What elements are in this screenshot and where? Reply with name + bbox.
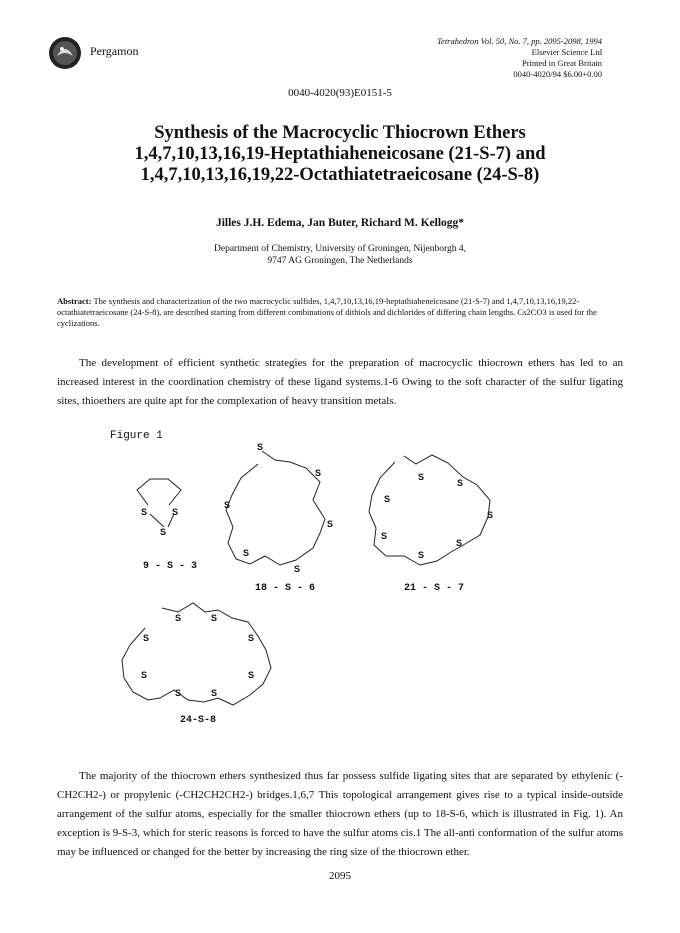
molecule-label: 21 - S - 7: [404, 583, 465, 594]
molecule-21-S-7: [369, 455, 493, 594]
sulfur-atom: S: [457, 478, 464, 488]
abstract-label: Abstract:: [57, 296, 92, 306]
sulfur-atom: S: [381, 531, 388, 541]
publisher-name: Pergamon: [90, 44, 139, 58]
journal-line: 0040-4020/94 $6.00+0.00: [513, 69, 602, 79]
affiliation-line: Department of Chemistry, University of Groningen, Nijenborgh 4,: [214, 244, 466, 254]
title-line: 1,4,7,10,13,16,19,22-Octathiatetraeicosane (24-S-8): [140, 165, 540, 185]
abstract-text: The synthesis and characterization of the two macrocyclic sulfides, 1,4,7,10,13,16,19-heptathiaheneicosane (21-S-7) and 1,4,7,10,13,16,19,22-octathiatetraeicosane (24-S-8), are described starting from different combinations of dithiols and dichlorides of differing chain lengths. Cs2CO3 is used for the cyclizations.: [57, 296, 597, 328]
sulfur-atom: S: [327, 519, 334, 529]
title-line: 1,4,7,10,13,16,19-Heptathiaheneicosane (21-S-7) and: [134, 144, 546, 164]
paragraph-intro: The development of efficient synthetic strategies for the preparation of macrocyclic thiocrown ethers has led to an increased interest in the coordination chemistry of these ligand systems.1-6 Owing to the soft character of the sulfur ligating sites, thioethers are quite apt for the complexation of heavy transition metals.: [57, 357, 623, 407]
sulfur-atom: S: [418, 550, 425, 560]
journal-line: Tetrahedron Vol. 50, No. 7, pp. 2095-2098, 1994: [437, 36, 602, 46]
sulfur-atom: S: [418, 472, 425, 482]
sulfur-atom: S: [175, 688, 182, 698]
authors: Jilles J.H. Edema, Jan Buter, Richard M. Kellogg*: [215, 217, 465, 229]
paragraph-body: The majority of the thiocrown ethers synthesized thus far possess sulfide ligating sites that are separated by ethylenic (-CH2CH2-) or propylenic (-CH2CH2CH2-) bridges.1,6,7 This topological arrangement gives rise to a typical inside-outside arrangement of the sulfur atoms, especially for the smaller thiocrown ethers (up to 18-S-6, which is illustrated in Fig. 1). An exception is 9-S-3, which for steric reasons is forced to have the sulfur atoms cis.1 The all-anti conformation of the sulfur atoms may be influenced or changed for the better by increasing the ring size of the thiocrown ether.: [57, 770, 623, 858]
sulfur-atom: S: [248, 633, 255, 643]
sulfur-atom: S: [160, 527, 167, 537]
page-number: 2095: [329, 870, 351, 882]
figure-label: Figure 1: [110, 430, 163, 442]
molecule-9-S-3: [137, 479, 197, 572]
sulfur-atom: S: [243, 548, 250, 558]
sulfur-atom: S: [315, 468, 322, 478]
sulfur-atom: S: [211, 688, 218, 698]
sulfur-atom: S: [248, 670, 255, 680]
sulfur-atom: S: [143, 633, 150, 643]
molecule-24-S-8: [122, 603, 271, 726]
molecule-label: 24-S-8: [180, 715, 217, 726]
sulfur-atom: S: [257, 442, 264, 452]
sulfur-atom: S: [384, 494, 391, 504]
molecule-label: 18 - S - 6: [255, 583, 316, 594]
sulfur-atom: S: [487, 510, 494, 520]
sulfur-atom: S: [175, 613, 182, 623]
title-line: Synthesis of the Macrocyclic Thiocrown Ethers: [154, 123, 526, 143]
molecule-label: 9 - S - 3: [143, 561, 198, 572]
sulfur-atom: S: [456, 538, 463, 548]
sulfur-atom: S: [211, 613, 218, 623]
sulfur-atom: S: [141, 507, 148, 517]
sulfur-atom: S: [224, 500, 231, 510]
journal-line: Elsevier Science Ltd: [531, 47, 602, 57]
sulfur-atom: S: [172, 507, 179, 517]
journal-line: Printed in Great Britain: [521, 58, 602, 68]
sulfur-atom: S: [141, 670, 148, 680]
molecule-18-S-6: [224, 442, 333, 594]
document-code: 0040-4020(93)E0151-5: [288, 87, 392, 99]
affiliation-line: 9747 AG Groningen, The Netherlands: [267, 256, 413, 266]
sulfur-atom: S: [294, 564, 301, 574]
